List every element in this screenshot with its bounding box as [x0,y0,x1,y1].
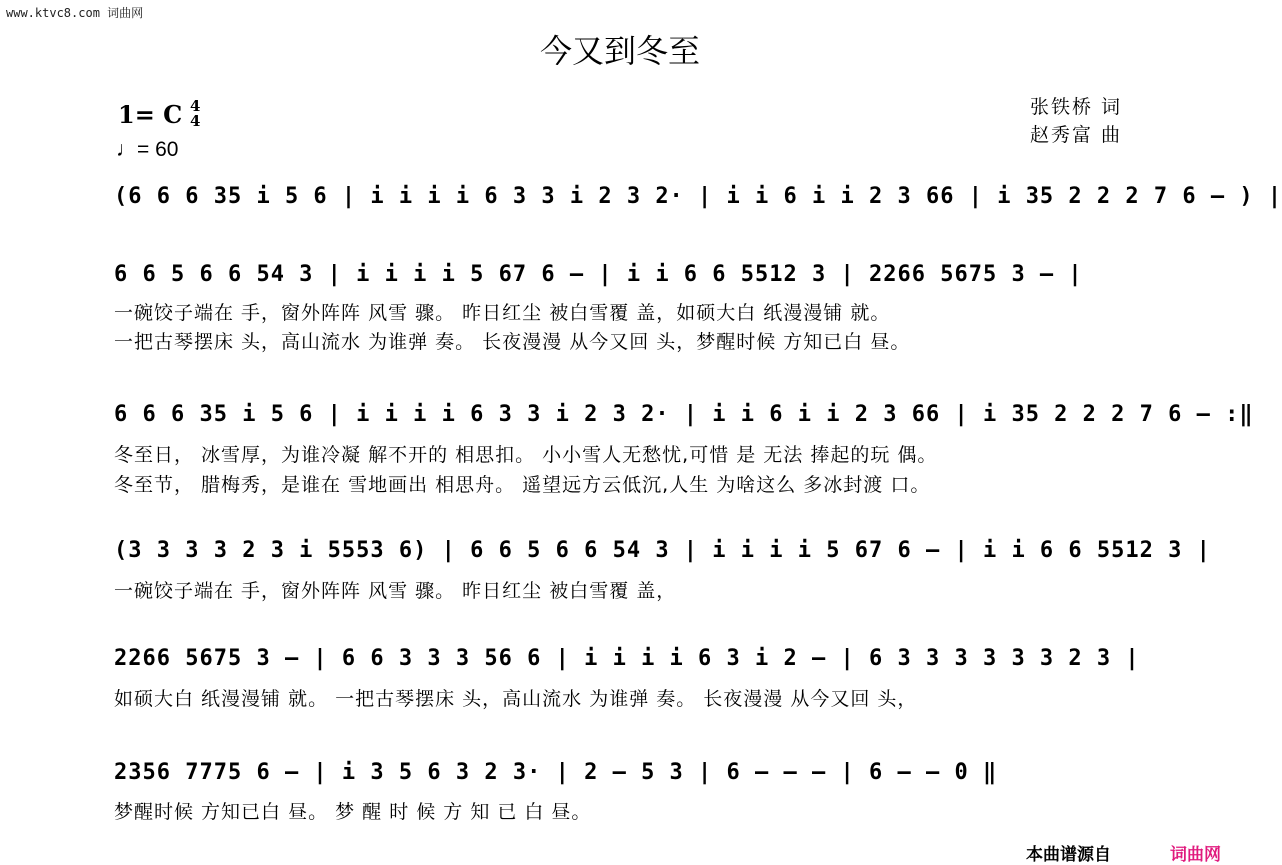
notation-row-1: (6 6 6 35 i 5 6 | i i i i 6 3 3 i 2 3 2· | i i 6 i i 2 3 66 | i 35 2 2 2 7 6 – ) | [114,184,1282,209]
lyric-row-3-verse-2: 冬至节， 腊梅秀，是谁在 雪地画出 相思舟。 遥望远方云低沉,人生 为啥这么 多冰封渡 口。 [114,474,931,496]
lyric-row-3-verse-1: 冬至日， 冰雪厚，为谁冷凝 解不开的 相思扣。 小小雪人无愁忧,可惜 是 无法 捧起的玩 偶。 [114,444,938,466]
meter-bottom: 4 [190,112,201,130]
notation-row-2: 6 6 5 6 6 54 3 | i i i i 5 67 6 – | i i 6 6 5512 3 | 2266 5675 3 – | [114,262,1083,287]
composer-credit: 赵秀富 曲 [1029,124,1122,146]
lyric-row-2-verse-1: 一碗饺子端在 手，窗外阵阵 风雪 骤。 昨日红尘 被白雪覆 盖，如硕大白 纸漫漫铺 就。 [114,302,891,324]
notation-row-3: 6 6 6 35 i 5 6 | i i i i 6 3 3 i 2 3 2· | i i 6 i i 2 3 66 | i 35 2 2 2 7 6 – :‖ [114,402,1254,427]
meter-top: 4 [190,97,201,115]
song-title: 今又到冬至 [539,32,700,70]
footer-source-text: 本曲谱源自 [1026,845,1111,865]
notation-row-6: 2356 7775 6 – | i 3 5 6 3 2 3· | 2 – 5 3 | 6 – – – | 6 – – 0 ‖ [114,760,998,785]
lyric-row-5: 如硕大白 纸漫漫铺 就。 一把古琴摆床 头，高山流水 为谁弹 奏。 长夜漫漫 从今又回 头， [114,688,918,710]
lyric-row-2-verse-2: 一把古琴摆床 头，高山流水 为谁弹 奏。 长夜漫漫 从今又回 头，梦醒时候 方知已白 昼。 [114,331,911,353]
footer-site-link[interactable]: 词曲网 [1170,845,1221,865]
notation-row-4: (3 3 3 3 2 3 i 5553 6) | 6 6 5 6 6 54 3 | i i i i 5 67 6 – | i i 6 6 5512 3 | [114,538,1211,563]
lyricist-credit: 张铁桥 词 [1029,96,1122,118]
tempo-marking: ♩= 60 [116,138,179,161]
lyric-row-6: 梦醒时候 方知已白 昼。 梦 醒 时 候 方 知 已 白 昼。 [114,801,592,823]
key-signature: 1= C [118,100,183,129]
time-signature [190,99,200,129]
site-watermark: www.ktvc8.com 词曲网 [6,6,144,20]
notation-row-5: 2266 5675 3 – | 6 6 3 3 3 56 6 | i i i i 6 3 i 2 – | 6 3 3 3 3 3 3 2 3 | [114,646,1140,671]
lyric-row-4: 一碗饺子端在 手，窗外阵阵 风雪 骤。 昨日红尘 被白雪覆 盖， [114,580,677,602]
